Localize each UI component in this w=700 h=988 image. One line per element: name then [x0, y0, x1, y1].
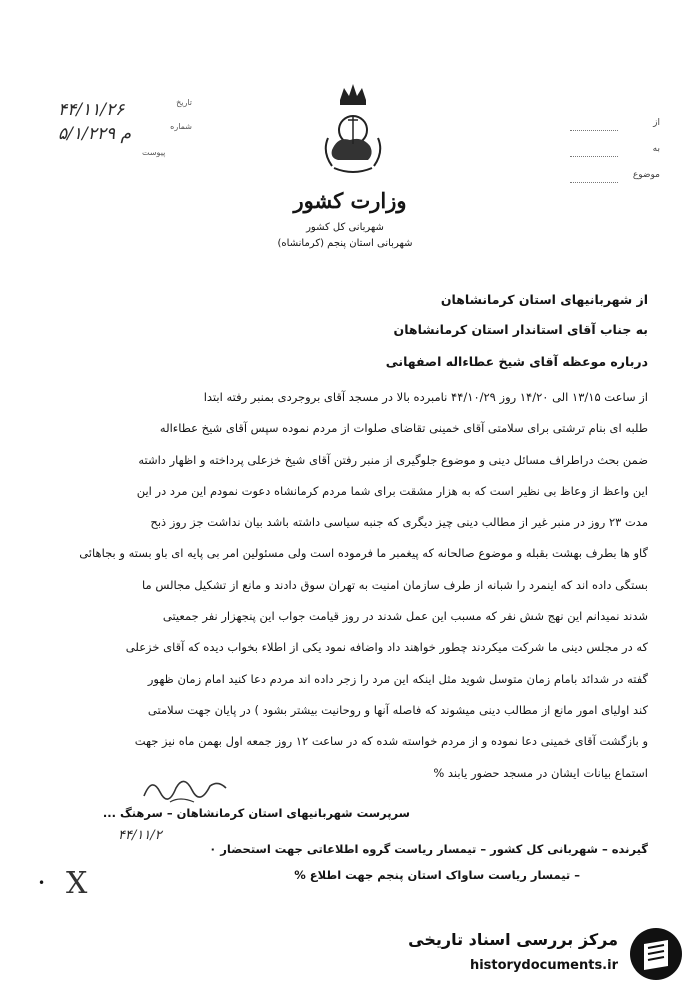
to-field-label: به — [652, 144, 660, 154]
to-field — [570, 144, 660, 170]
number-line — [52, 122, 192, 146]
body-line: طلبه ای بنام ترشتی برای سلامتی آقای خمینی تقاضای صلوات از مردم نموده سپس آقای شیخ عطاءاله — [159, 421, 648, 436]
number-label: شماره — [170, 122, 192, 131]
to-field-line — [570, 156, 618, 157]
letter-body — [52, 382, 648, 789]
body-line: کند اولیای امور مانع از مطالب دینی میشوند که فاصله آنها و روحانیت بیشتر بشود ) در پایان جهت سلامتی — [147, 702, 648, 717]
archive-logo-icon — [628, 926, 684, 982]
body-line: و بازگشت آقای خمینی دعا نموده و از مردم خواسته شده که در ساعت ۱۲ روز جمعه اول بهمن ماه نیز جهت — [134, 734, 648, 749]
lion-and-sun-emblem-icon — [318, 80, 388, 176]
ministry-name: وزارت کشور — [293, 188, 407, 213]
letter-meta — [52, 98, 192, 157]
letter-fields — [570, 118, 660, 196]
body-line: که در مجلس دینی ما شرکت میکردند چطور خواهند داد واضافه نمود یکی از اطلاء بخواب دیده که آقای خزعلی — [125, 640, 648, 655]
subject-field — [570, 170, 660, 196]
body-line: مدت ۲۳ روز در منبر غیر از مطالب دینی چیز دیگری که جنبه سیاسی داشته باشد بیان نداشت جز روز ذبح — [150, 515, 648, 530]
letterhead-line-2: شهربانی استان پنجم (کرمانشاه) — [277, 238, 413, 249]
from-field-line — [570, 130, 618, 131]
body-line: از ساعت ۱۳/۱۵ الی ۱۴/۲۰ روز ۴۴/۱۰/۲۹ نامبرده بالا در مسجد آقای بروجردی بمنبر رفته ابتدا — [203, 390, 648, 404]
recipients-line-1: گیرنده – شهربانی کل کشور – تیمسار ریاست گروه اطلاعاتی جهت استحضار ٠ — [209, 842, 648, 856]
subject-line: درباره موعظه آقای شیخ عطاءاله اصفهانی — [385, 354, 648, 369]
from-field — [570, 118, 660, 144]
date-line — [52, 98, 192, 122]
number-value: م ۵/۱/۲۲۹ — [58, 124, 132, 144]
watermark-title: مرکز بررسی اسناد تاریخی — [408, 930, 618, 949]
recipients-line-2: – تیمسار ریاست ساواک استان پنجم جهت اطلاع % — [294, 868, 580, 882]
handwritten-signature-icon — [140, 766, 230, 810]
body-line: ضمن بحث دراطراف مسائل دینی و موضوع جلوگیری از منبر رفتن آقای شیخ خزعلی پرداخته و اظهار داشته — [138, 452, 648, 467]
cross-mark: X — [66, 866, 88, 901]
letterhead-line-1: شهربانی کل کشور — [306, 222, 384, 233]
body-line: این واعظ از وعاظ بی نظیر است که به هزار مشقت برای شما مردم کرمانشاه دعوت نمودم این مرد در این — [136, 483, 648, 498]
body-line: استماع بیانات ایشان در مسجد حضور یابند % — [433, 765, 648, 780]
bullet-mark: • — [38, 876, 46, 890]
from-line: از شهربانیهای استان کرمانشاهان — [440, 292, 648, 307]
signer-line: سرپرست شهربانیهای استان کرمانشاهان – سرهنگ ... — [102, 806, 410, 820]
subject-field-line — [570, 182, 618, 183]
handwritten-date: ۴۴/۱۱/۲ — [118, 828, 162, 843]
subject-field-label: موضوع — [632, 170, 660, 180]
from-field-label: از — [653, 118, 660, 128]
to-line: به جناب آقای استاندار استان کرمانشاهان — [393, 322, 648, 337]
date-value: ۴۴/۱۱/۲۶ — [58, 100, 125, 120]
body-line: گاو ها بطرف بهشت بقبله و موضوع صالحانه که پیغمبر ما فرموده است ولی مسئولین امر بی پایه ای باو بسته و بجاهائی — [79, 546, 648, 561]
date-label: تاریخ — [176, 98, 192, 107]
watermark-url: historydocuments.ir — [469, 958, 618, 973]
attachment-label: پیوست — [142, 148, 166, 157]
body-line: شدند نمیدانم این نهج شش نفر که مسبب این عمل شدند در روز قیامت جواب این پنجهزار نفر جمعیتی — [162, 609, 648, 624]
body-line: گفته در شدائد بامام زمان متوسل شوید مثل اینکه این مرد را زجر داده اند مردم دعا کنید امام زمان ظهور — [147, 671, 648, 686]
body-line: بستگی داده اند که اینمرد را شبانه از طرف سازمان امنیت به تهران سوق دادند و مانع از تشکیل مجالس ما — [142, 577, 648, 592]
